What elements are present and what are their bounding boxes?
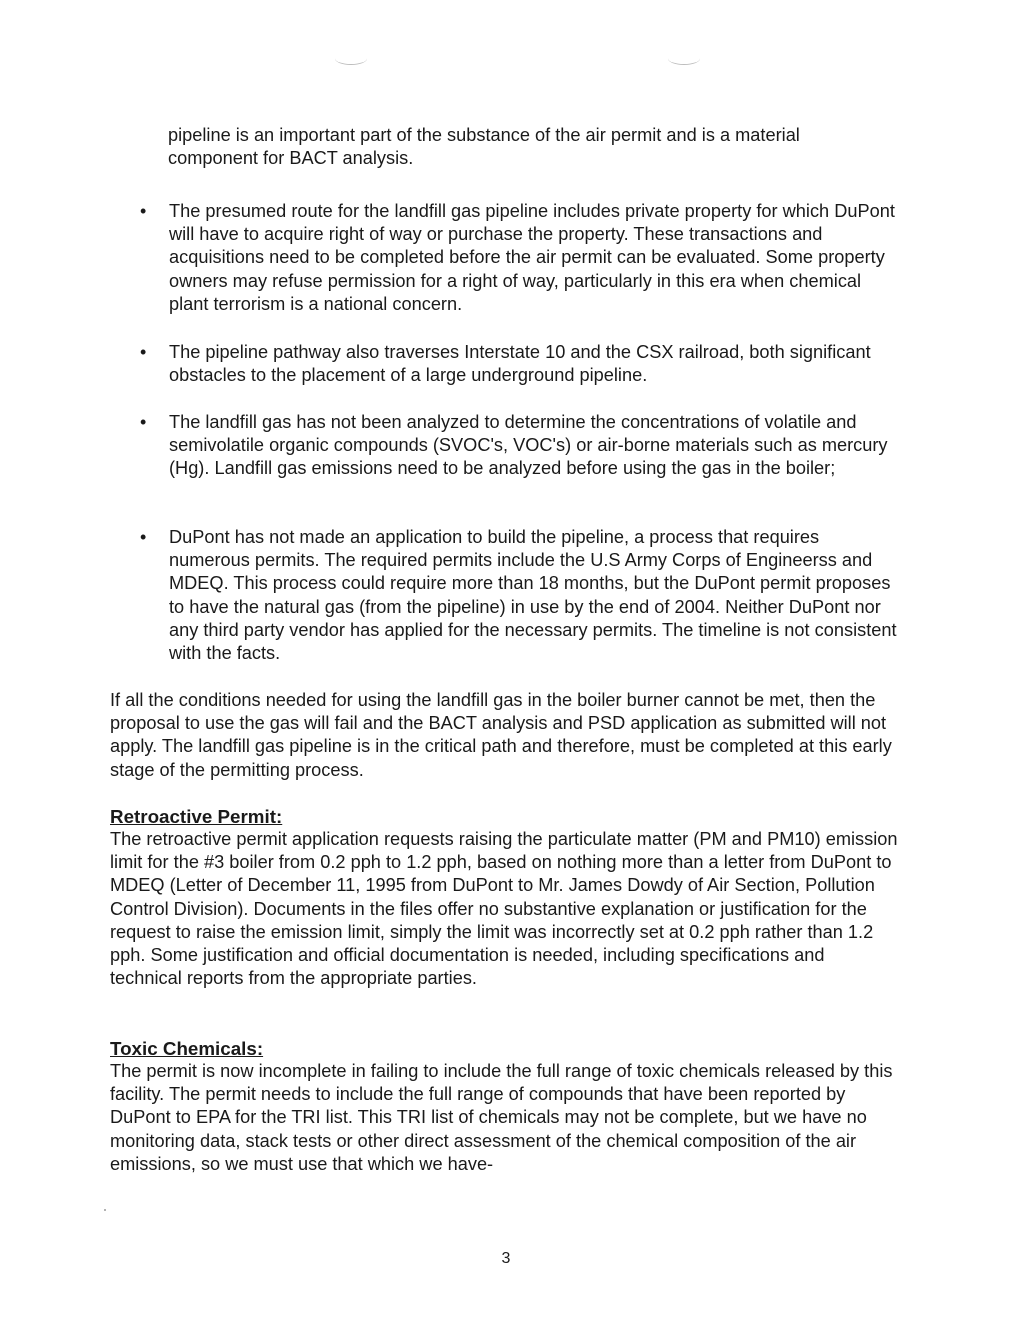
bullet-text: The pipeline pathway also traverses Interstate 10 and the CSX railroad, both significant obstacles to the placement of a large underground pipeline. bbox=[169, 342, 871, 386]
bullet-text: The presumed route for the landfill gas pipeline includes private property for which DuPont will have to acquire right of way or purchase the property. These transactions and acquisitions need to be completed before the air permit can be evaluated. Some property owners may refuse permission for a right of way, particularly in this era when chemical plant terrorism is a national concern. bbox=[169, 201, 895, 314]
toxic-chemicals-heading: Toxic Chemicals: bbox=[110, 1038, 264, 1059]
bullet-marker: • bbox=[140, 412, 147, 432]
continuation-paragraph: pipeline is an important part of the substance of the air permit and is a material component for BACT analysis. bbox=[168, 125, 800, 169]
bullet-marker: • bbox=[140, 342, 147, 362]
toxic-chemicals-body: The permit is now incomplete in failing to include the full range of toxic chemicals released by this facility. The permit needs to include the full range of compounds that have been reported by DuPont to EPA for the TRI list. This TRI list of chemicals may not be complete, but we have no monitoring data, stack tests or other direct assessment of the chemical composition of the air emissions, so we must use that which we have- bbox=[110, 1061, 893, 1174]
scan-artifact bbox=[668, 52, 700, 65]
page-number: 3 bbox=[501, 1250, 511, 1267]
scan-speck bbox=[104, 1209, 106, 1211]
bullet-marker: • bbox=[140, 527, 147, 547]
bullet-marker: • bbox=[140, 201, 147, 221]
conditions-paragraph: If all the conditions needed for using the landfill gas in the boiler burner cannot be met, then the proposal to use the gas will fail and the BACT analysis and PSD application as submitted will not apply. The landfill gas pipeline is in the critical path and therefore, must be completed at this early stage of the permitting process. bbox=[110, 690, 892, 780]
bullet-text: The landfill gas has not been analyzed to determine the concentrations of volatile and semivolatile organic compounds (SVOC's, VOC's) or air-borne materials such as mercury (Hg). Landfill gas emissions need to be analyzed before using the gas in the boiler; bbox=[169, 412, 888, 479]
bullet-text: DuPont has not made an application to build the pipeline, a process that requires numerous permits. The required permits include the U.S Army Corps of Engineerss and MDEQ. This process could require more than 18 months, but the DuPont permit proposes to have the natural gas (from the pipeline) in use by the end of 2004. Neither DuPont nor any third party vendor has applied for the necessary permits. The timeline is not consistent with the facts. bbox=[169, 527, 897, 664]
retroactive-permit-body: The retroactive permit application requests raising the particulate matter (PM and PM10) emission limit for the #3 boiler from 0.2 pph to 1.2 pph, based on nothing more than a letter from DuPont to MDEQ (Letter of December 11, 1995 from DuPont to Mr. James Dowdy of Air Section, Pollution Control Division). Documents in the files offer no substantive explanation or justification for the request to raise the emission limit, simply the limit was incorrectly set at 0.2 pph rather than 1.2 pph. Some justification and official documentation is needed, including specifications and technical reports from the appropriate parties. bbox=[110, 829, 898, 989]
scan-artifact bbox=[335, 52, 367, 65]
retroactive-permit-heading: Retroactive Permit: bbox=[110, 806, 283, 827]
